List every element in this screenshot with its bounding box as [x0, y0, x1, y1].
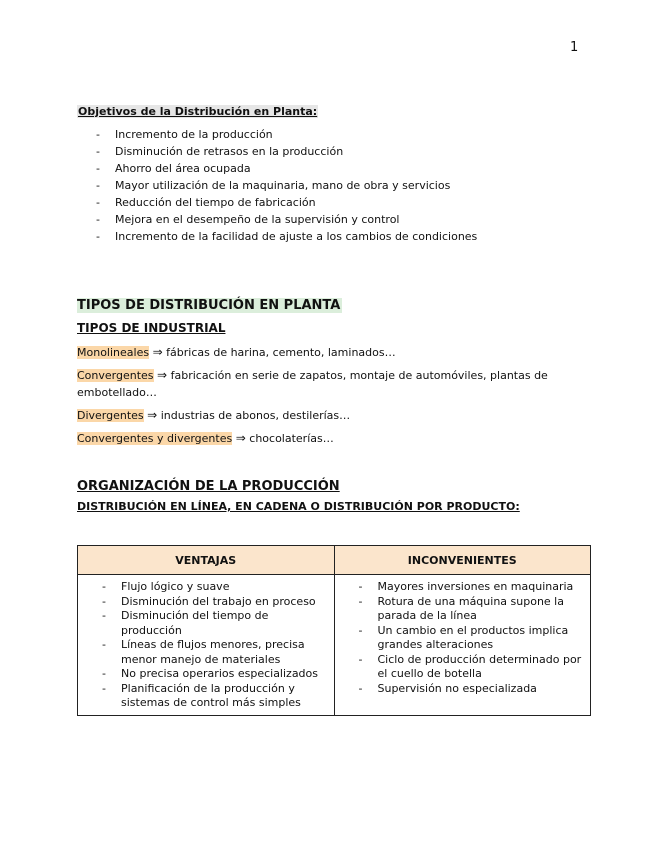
objectives-list	[77, 126, 589, 245]
disadvantage-item: - Un cambio en el productos implica grandes alteraciones	[335, 624, 583, 653]
header-ventajas: VENTAJAS	[78, 546, 335, 575]
objectives-title: Objetivos de la Distribución en Planta:	[78, 105, 318, 118]
organization-section	[77, 479, 589, 513]
objective-item: - Mayor utilización de la maquinaria, mano de obra y servicios	[77, 177, 589, 194]
disadvantage-item: - Rotura de una máquina supone la parada de la línea	[335, 595, 583, 624]
arrow-icon: ⇒	[147, 408, 158, 422]
organization-title: ORGANIZACIÓN DE LA PRODUCCIÓN	[77, 479, 340, 494]
types-section	[77, 294, 589, 447]
advantages-cell	[78, 575, 335, 716]
objective-item: - Reducción del tiempo de fabricación	[77, 194, 589, 211]
arrow-icon: ⇒	[157, 368, 168, 382]
arrow-icon: ⇒	[152, 345, 163, 359]
type-term: Convergentes	[77, 369, 154, 382]
comparison-table-wrapper	[77, 545, 591, 716]
comparison-table	[77, 545, 591, 716]
type-item-convergentes	[77, 367, 589, 401]
type-desc: fábricas de harina, cemento, laminados…	[166, 346, 396, 359]
objective-item: - Incremento de la facilidad de ajuste a los cambios de condiciones	[77, 228, 589, 245]
objectives-section	[77, 100, 589, 245]
advantage-item: - Flujo lógico y suave	[78, 580, 326, 595]
disadvantages-cell	[334, 575, 591, 716]
organization-subtitle: DISTRIBUCIÓN EN LÍNEA, EN CADENA O DISTRIBUCIÓN POR PRODUCTO:	[77, 500, 520, 513]
objective-item: - Disminución de retrasos en la producción	[77, 143, 589, 160]
type-term: Convergentes y divergentes	[77, 432, 233, 445]
type-item-convergentes-divergentes	[77, 430, 589, 447]
type-desc: fabricación en serie de zapatos, montaje de automóviles, plantas de embotellado…	[77, 369, 548, 399]
objective-item: - Mejora en el desempeño de la supervisión y control	[77, 211, 589, 228]
advantage-item: - No precisa operarios especializados	[78, 667, 326, 682]
disadvantage-item: - Ciclo de producción determinado por el cuello de botella	[335, 653, 583, 682]
type-item-monolineales	[77, 344, 589, 361]
header-inconvenientes: INCONVENIENTES	[334, 546, 591, 575]
disadvantages-list	[335, 580, 583, 696]
type-desc: industrias de abonos, destilerías…	[160, 409, 351, 422]
objective-item: - Ahorro del área ocupada	[77, 160, 589, 177]
disadvantage-item: - Supervisión no especializada	[335, 682, 583, 697]
objective-item: - Incremento de la producción	[77, 126, 589, 143]
type-term: Monolineales	[77, 346, 150, 359]
advantage-item: - Disminución del trabajo en proceso	[78, 595, 326, 610]
types-title: TIPOS DE DISTRIBUCIÓN EN PLANTA	[77, 298, 341, 313]
type-item-divergentes	[77, 407, 589, 424]
page-number: 1	[570, 40, 579, 55]
advantage-item: - Disminución del tiempo de producción	[78, 609, 326, 638]
advantage-item: - Líneas de flujos menores, precisa menor manejo de materiales	[78, 638, 326, 667]
advantages-list	[78, 580, 326, 711]
advantage-item: - Planificación de la producción y sistemas de control más simples	[78, 682, 326, 711]
type-desc: chocolaterías…	[249, 432, 334, 445]
types-subtitle: TIPOS DE INDUSTRIAL	[77, 321, 226, 335]
type-term: Divergentes	[77, 409, 144, 422]
disadvantage-item: - Mayores inversiones en maquinaria	[335, 580, 583, 595]
arrow-icon: ⇒	[235, 431, 246, 445]
